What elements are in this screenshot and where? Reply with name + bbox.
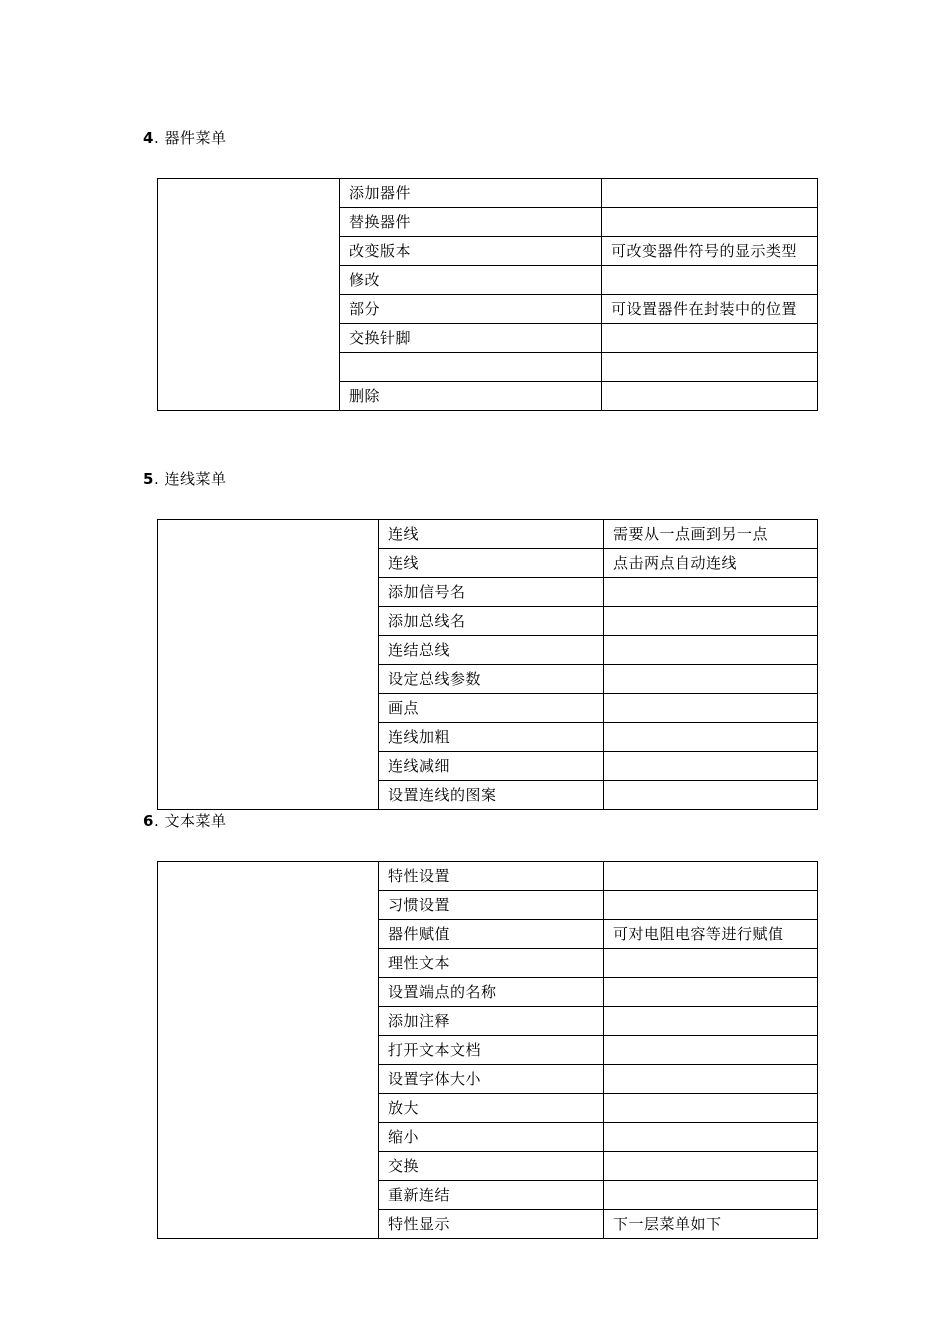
menu-note-cell [604,665,818,694]
menu-item-cell: 替换器件 [340,208,602,237]
menu-note-cell [604,1036,818,1065]
menu-item-cell: 设定总线参数 [379,665,604,694]
menu-note-cell [604,781,818,810]
section-separator: . [153,812,165,830]
menu-note-cell [604,891,818,920]
menu-item-cell: 画点 [379,694,604,723]
device-menu-table [157,178,818,411]
menu-item-cell: 添加信号名 [379,578,604,607]
section-number: 6 [143,812,154,830]
menu-note-cell [604,607,818,636]
menu-note-cell [604,752,818,781]
menu-item-cell: 特性显示 [379,1210,604,1239]
menu-item-cell: 添加器件 [340,179,602,208]
menu-note-cell [604,978,818,1007]
wire-menu-table [157,519,818,810]
menu-item-cell: 连线加粗 [379,723,604,752]
menu-item-cell: 理性文本 [379,949,604,978]
table-row [158,520,818,549]
menu-item-cell: 打开文本文档 [379,1036,604,1065]
menu-note-cell: 可改变器件符号的显示类型 [602,237,818,266]
menu-note-cell [604,1152,818,1181]
menu-item-cell: 习惯设置 [379,891,604,920]
menu-note-cell [604,1065,818,1094]
table-row [158,862,818,891]
menu-item-cell: 部分 [340,295,602,324]
menu-note-cell: 可对电阻电容等进行赋值 [604,920,818,949]
section-separator: . [153,470,165,488]
menu-note-cell: 可设置器件在封装中的位置 [602,295,818,324]
section-number: 4 [143,129,154,147]
menu-note-cell [604,1181,818,1210]
section-title: 器件菜单 [164,129,227,147]
menu-note-cell [604,1123,818,1152]
menu-note-cell [602,208,818,237]
section-separator: . [153,129,165,147]
text-menu-table [157,861,818,1239]
section-number: 5 [143,470,154,488]
menu-item-cell: 交换 [379,1152,604,1181]
menu-item-cell: 修改 [340,266,602,295]
menu-item-cell [340,353,602,382]
menu-note-cell [602,353,818,382]
section-title: 文本菜单 [164,812,227,830]
section-heading-5 [143,468,227,489]
menu-note-cell: 下一层菜单如下 [604,1210,818,1239]
menu-item-cell: 连线 [379,549,604,578]
category-cell [158,179,340,411]
menu-item-cell: 交换针脚 [340,324,602,353]
section-heading-4 [143,127,227,148]
menu-item-cell: 删除 [340,382,602,411]
menu-note-cell [604,723,818,752]
menu-item-cell: 缩小 [379,1123,604,1152]
menu-note-cell [602,266,818,295]
menu-note-cell [604,949,818,978]
menu-note-cell [604,636,818,665]
menu-note-cell [602,382,818,411]
menu-note-cell [604,578,818,607]
menu-note-cell [602,324,818,353]
menu-item-cell: 改变版本 [340,237,602,266]
menu-item-cell: 设置字体大小 [379,1065,604,1094]
menu-item-cell: 连线 [379,520,604,549]
section-heading-6 [143,810,227,831]
menu-item-cell: 器件赋值 [379,920,604,949]
table-row [158,179,818,208]
menu-note-cell [604,1094,818,1123]
menu-item-cell: 连结总线 [379,636,604,665]
menu-item-cell: 添加注释 [379,1007,604,1036]
menu-item-cell: 特性设置 [379,862,604,891]
menu-note-cell: 点击两点自动连线 [604,549,818,578]
menu-note-cell [602,179,818,208]
menu-item-cell: 连线减细 [379,752,604,781]
menu-item-cell: 放大 [379,1094,604,1123]
menu-item-cell: 设置端点的名称 [379,978,604,1007]
menu-item-cell: 重新连结 [379,1181,604,1210]
menu-note-cell [604,694,818,723]
category-cell [158,520,379,810]
menu-item-cell: 设置连线的图案 [379,781,604,810]
menu-note-cell [604,1007,818,1036]
menu-note-cell: 需要从一点画到另一点 [604,520,818,549]
menu-note-cell [604,862,818,891]
section-title: 连线菜单 [164,470,227,488]
menu-item-cell: 添加总线名 [379,607,604,636]
category-cell [158,862,379,1239]
